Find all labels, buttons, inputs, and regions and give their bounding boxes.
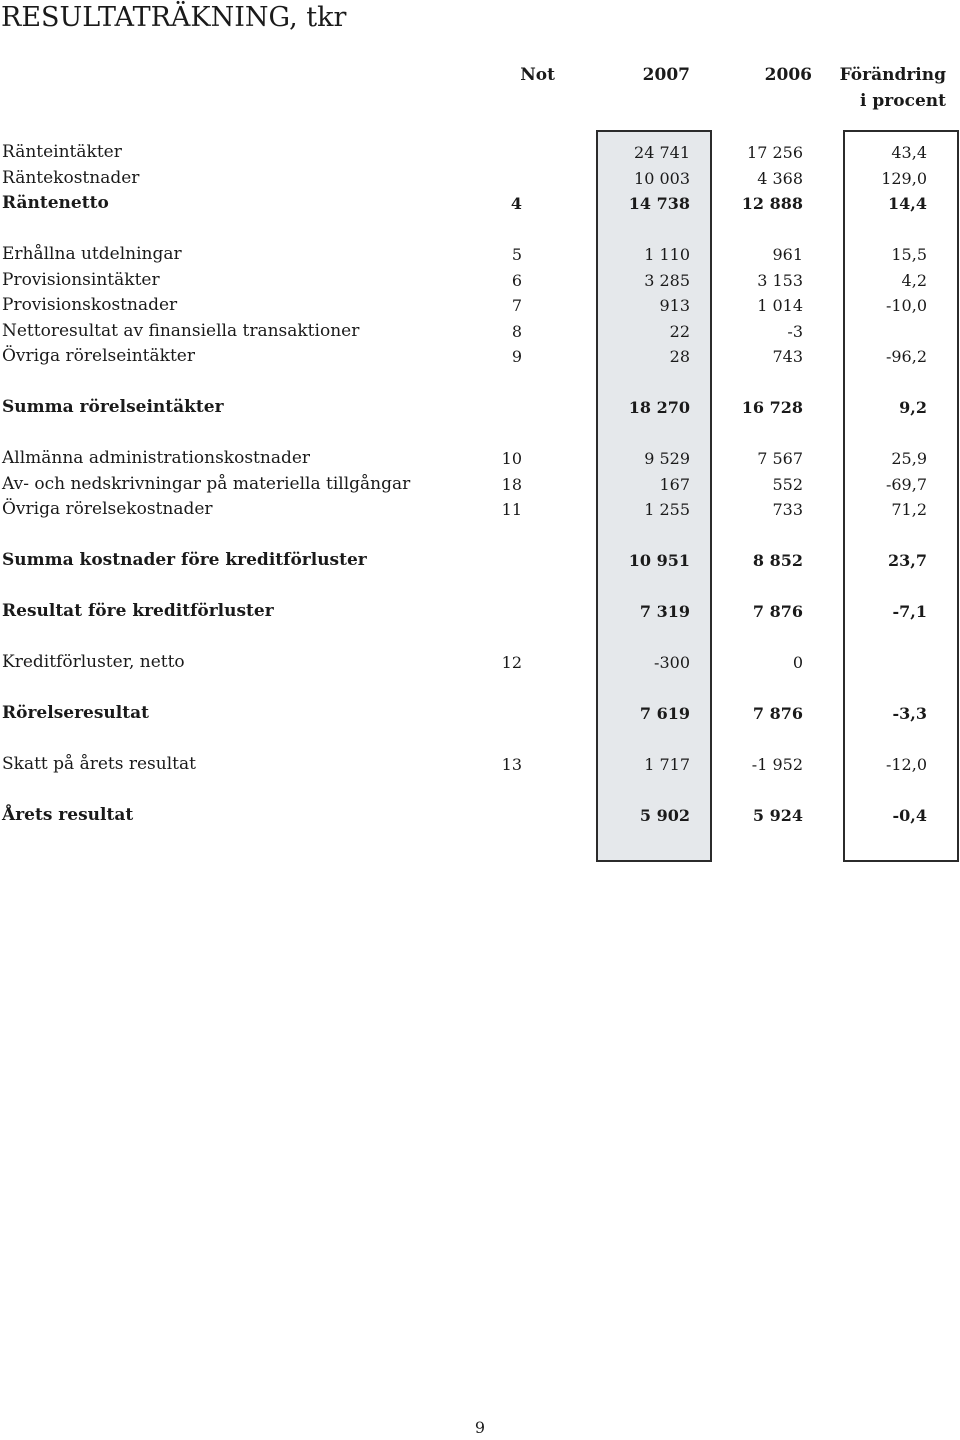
value-2007-cell: 9 529 <box>644 449 690 468</box>
change-percent-cell: -3,3 <box>892 704 927 723</box>
statement-section <box>0 650 960 676</box>
value-2007-cell: 7 319 <box>639 602 690 621</box>
value-2006-cell: -3 <box>787 321 803 341</box>
value-2006-cell: 4 368 <box>757 168 803 188</box>
change-percent-cell: 25,9 <box>891 449 927 468</box>
note-cell: 4 <box>510 194 522 213</box>
row-label: Övriga rörelsekostnader <box>2 499 213 519</box>
total-row <box>0 548 960 574</box>
change-percent-cell: -69,7 <box>885 474 927 494</box>
value-2006-cell: 7 567 <box>757 449 803 468</box>
line-item-row <box>0 472 960 498</box>
page-number: 9 <box>474 1418 486 1437</box>
statement-section <box>0 242 960 370</box>
row-label: Räntenetto <box>2 193 109 213</box>
value-2006-cell: -1 952 <box>751 755 803 774</box>
line-item-row <box>0 268 960 294</box>
row-label: Allmänna administrationskostnader <box>2 448 311 468</box>
note-cell: 5 <box>511 245 522 264</box>
change-percent-cell: 23,7 <box>888 551 927 570</box>
note-cell: 8 <box>511 321 522 341</box>
note-cell: 9 <box>511 347 522 366</box>
note-cell: 11 <box>501 500 522 519</box>
change-percent-cell: 9,2 <box>899 398 927 417</box>
change-percent-cell: -12,0 <box>885 755 927 774</box>
row-label: Provisionskostnader <box>2 295 178 315</box>
line-item-row <box>0 140 960 166</box>
change-percent-cell: 14,4 <box>888 194 927 213</box>
row-label: Summa kostnader före kreditförluster <box>2 550 367 570</box>
change-percent-cell: -96,2 <box>885 347 927 366</box>
value-2006-cell: 7 876 <box>752 704 803 723</box>
row-label: Av- och nedskrivningar på materiella tillgångar <box>2 473 411 494</box>
value-2007-cell: 14 738 <box>628 194 690 213</box>
total-row <box>0 191 960 217</box>
value-2007-cell: 5 902 <box>639 806 690 825</box>
row-label: Rörelseresultat <box>2 703 149 723</box>
value-2006-cell: 7 876 <box>752 602 803 621</box>
row-label: Ränteintäkter <box>2 142 122 162</box>
row-label: Årets resultat <box>2 805 134 825</box>
column-header-change: Förändring <box>839 65 946 85</box>
value-2007-cell: -300 <box>654 653 690 672</box>
statement-section <box>0 140 960 217</box>
statement-section <box>0 548 960 574</box>
row-label: Erhållna utdelningar <box>2 244 182 264</box>
value-2007-cell: 22 <box>669 321 690 341</box>
value-2006-cell: 1 014 <box>757 296 803 315</box>
line-item-row <box>0 166 960 192</box>
line-item-row <box>0 344 960 370</box>
line-item-row <box>0 242 960 268</box>
row-label: Kreditförluster, netto <box>2 652 185 672</box>
note-cell: 12 <box>501 653 522 672</box>
statement-section <box>0 701 960 727</box>
column-header-note: Not <box>520 65 555 85</box>
total-row <box>0 803 960 829</box>
value-2006-cell: 733 <box>772 500 803 519</box>
column-header-change-unit: i procent <box>860 91 946 111</box>
value-2007-cell: 1 255 <box>644 500 690 519</box>
income-statement-table <box>0 140 960 829</box>
value-2007-cell: 10 951 <box>628 551 690 570</box>
note-cell: 6 <box>511 270 522 290</box>
value-2007-cell: 24 741 <box>634 143 690 162</box>
line-item-row <box>0 293 960 319</box>
line-item-row <box>0 650 960 676</box>
line-item-row <box>0 319 960 345</box>
row-label: Skatt på årets resultat <box>2 754 196 774</box>
row-label: Resultat före kreditförluster <box>2 601 274 621</box>
row-label: Nettoresultat av finansiella transaktioner <box>2 320 360 341</box>
row-label: Provisionsintäkter <box>2 269 160 290</box>
total-row <box>0 599 960 625</box>
row-label: Övriga rörelseintäkter <box>2 346 195 366</box>
statement-section <box>0 446 960 523</box>
change-percent-cell: -10,0 <box>885 296 927 315</box>
value-2006-cell: 5 924 <box>752 806 803 825</box>
change-percent-cell: 129,0 <box>881 168 927 188</box>
total-row <box>0 701 960 727</box>
note-cell: 7 <box>511 296 522 315</box>
value-2007-cell: 167 <box>659 474 690 494</box>
note-cell: 18 <box>501 474 522 494</box>
value-2006-cell: 3 153 <box>757 270 803 290</box>
change-percent-cell: -7,1 <box>892 602 927 621</box>
column-header-2007: 2007 <box>642 65 690 85</box>
change-percent-cell: 4,2 <box>901 270 927 290</box>
change-percent-cell: 43,4 <box>891 143 927 162</box>
value-2007-cell: 7 619 <box>639 704 690 723</box>
column-header-2006: 2006 <box>764 65 812 85</box>
line-item-row <box>0 497 960 523</box>
value-2006-cell: 0 <box>792 653 803 672</box>
change-percent-cell: 71,2 <box>891 500 927 519</box>
row-label: Summa rörelseintäkter <box>2 397 224 417</box>
value-2007-cell: 10 003 <box>634 168 690 188</box>
value-2006-cell: 552 <box>772 474 803 494</box>
value-2006-cell: 16 728 <box>741 398 803 417</box>
total-row <box>0 395 960 421</box>
note-cell: 10 <box>501 449 522 468</box>
line-item-row <box>0 752 960 778</box>
page-title: RESULTATRÄKNING, tkr <box>1 2 347 33</box>
statement-section <box>0 752 960 778</box>
value-2006-cell: 743 <box>772 347 803 366</box>
statement-section <box>0 395 960 421</box>
change-percent-cell: -0,4 <box>892 806 927 825</box>
statement-section <box>0 599 960 625</box>
value-2006-cell: 961 <box>772 245 803 264</box>
value-2007-cell: 913 <box>659 296 690 315</box>
value-2007-cell: 3 285 <box>644 270 690 290</box>
value-2007-cell: 18 270 <box>628 398 690 417</box>
statement-section <box>0 803 960 829</box>
change-percent-cell: 15,5 <box>891 245 927 264</box>
row-label: Räntekostnader <box>2 167 140 188</box>
value-2006-cell: 12 888 <box>741 194 803 213</box>
value-2007-cell: 1 110 <box>644 245 690 264</box>
value-2007-cell: 1 717 <box>644 755 690 774</box>
note-cell: 13 <box>501 755 522 774</box>
line-item-row <box>0 446 960 472</box>
value-2006-cell: 8 852 <box>752 551 803 570</box>
value-2006-cell: 17 256 <box>747 143 803 162</box>
value-2007-cell: 28 <box>669 347 690 366</box>
